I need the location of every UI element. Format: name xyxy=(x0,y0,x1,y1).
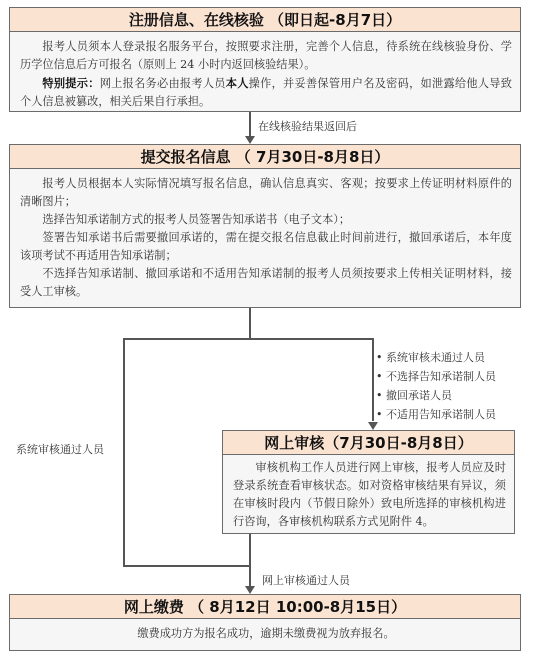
step1-para2-bold: 本人 xyxy=(225,76,249,90)
step3-body xyxy=(222,455,515,534)
arrow-3-head xyxy=(245,586,255,594)
step2-body xyxy=(9,169,521,308)
step2-para1: 报考人员根据本人实际情况填写报名信息，确认信息真实、客观；按要求上传证明材料原件的清晰图片； xyxy=(20,177,512,208)
step1-para2-b: 操作，并妥善保管用户名及密码，如泄露给他人导致个人信息被篡改，相关后果自行承担。 xyxy=(20,77,512,108)
step1-para2 xyxy=(20,74,512,111)
connector-2-down xyxy=(249,308,251,339)
connector-right-vertical xyxy=(372,338,374,421)
step1-para1: 报考人员须本人登录报名服务平台，按照要求注册，完善个人信息，待系统在线核验身份、学历学位信息后方可报名（原则上 24 小时内返回核验结果）。 xyxy=(20,40,512,71)
step3-para: 审核机构工作人员进行网上审核，报考人员应及时登录系统查看审核状态。如对资格审核结果有异议，须在审核时段内（节假日除外）致电所选择的审核机构进行咨询，各审核机构联系方式见附件 4。 xyxy=(233,461,506,528)
step2-header: 提交报名信息 （ 7月30日-8月8日） xyxy=(9,144,521,169)
connector-left-vertical xyxy=(123,338,125,566)
connector-bottom-horizontal xyxy=(123,565,250,567)
step3-header: 网上审核（7月30日-8月8日） xyxy=(222,430,515,455)
special-notice-label: 特别提示： xyxy=(42,76,100,90)
connector-3 xyxy=(249,534,251,589)
step1-header: 注册信息、在线核验 （即日起-8月7日） xyxy=(9,7,521,32)
step1-body xyxy=(9,32,521,112)
fail-list-item: • 系统审核未通过人员 xyxy=(376,351,485,364)
arrow1-label: 在线核验结果返回后 xyxy=(258,120,357,133)
step2-para2: 选择告知承诺制方式的报考人员签署告知承诺书（电子文本）； xyxy=(42,213,351,226)
connector-2-horizontal xyxy=(123,338,373,340)
connector-1 xyxy=(249,112,251,139)
arrow3-label: 网上审核通过人员 xyxy=(262,574,350,587)
step1-para2-a: 网上报名务必由报考人员 xyxy=(99,77,226,90)
step4-body xyxy=(9,619,521,651)
step2-para3: 签署告知承诺书后需要撤回承诺的，需在提交报名信息截止时间前进行，撤回承诺后，本年度该项考试不再适用告知承诺制； xyxy=(20,231,512,262)
left-branch-label: 系统审核通过人员 xyxy=(16,443,104,456)
fail-list-item: • 不选择告知承诺制人员 xyxy=(376,370,496,383)
fail-list-item: • 撤回承诺人员 xyxy=(376,389,452,402)
step4-header: 网上缴费 （ 8月12日 10:00-8月15日） xyxy=(9,594,521,619)
step2-para4: 不选择告知承诺制、撤回承诺和不适用告知承诺制的报考人员须按要求上传相关证明材料，接受人工审核。 xyxy=(20,267,512,298)
arrow-1-head xyxy=(245,136,255,144)
fail-list-item: • 不适用告知承诺制人员 xyxy=(376,408,496,421)
step4-para: 缴费成功方为报名成功，逾期未缴费视为放弃报名。 xyxy=(137,627,395,640)
fail-list xyxy=(376,348,496,424)
